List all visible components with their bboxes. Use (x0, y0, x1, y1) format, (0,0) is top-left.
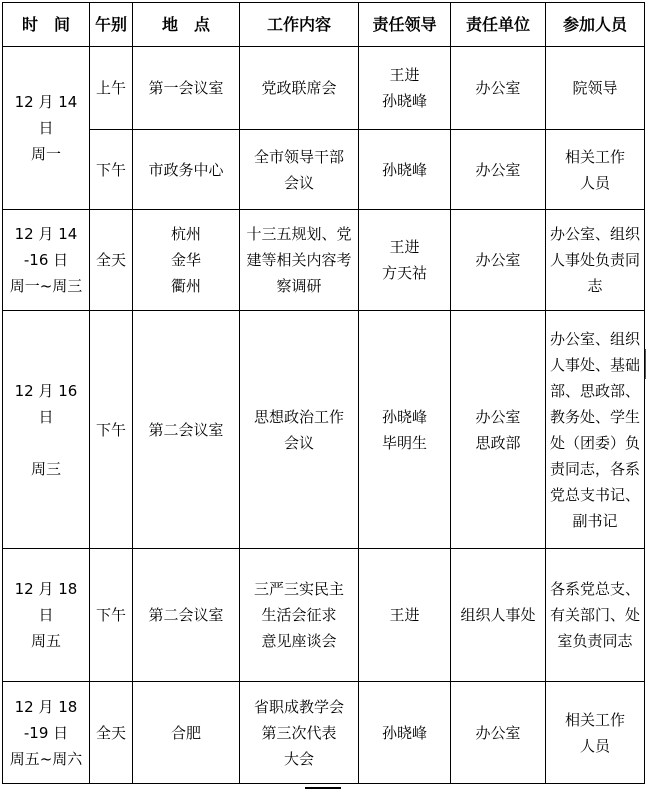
header-unit: 责任单位 (451, 3, 546, 47)
period-cell: 下午 (90, 549, 133, 682)
place-cell: 第二会议室 (133, 549, 240, 682)
table-row (3, 210, 645, 311)
unit-cell: 办公室 (451, 682, 546, 784)
place-cell: 市政务中心 (133, 130, 240, 210)
content-cell: 省职成教学会 第三次代表 大会 (240, 682, 359, 784)
table-row (3, 682, 645, 784)
content-cell: 十三五规划、党建等相关内容考察调研 (240, 210, 359, 311)
place-cell: 第二会议室 (133, 311, 240, 549)
leader-cell: 孙晓峰 毕明生 (359, 311, 451, 549)
header-row (3, 3, 645, 47)
schedule-table (2, 2, 645, 784)
unit-cell: 办公室 思政部 (451, 311, 546, 549)
leader-cell: 孙晓峰 (359, 682, 451, 784)
date-cell: 12 月 14 日 周一 (3, 47, 90, 210)
period-cell: 下午 (90, 311, 133, 549)
table-row (3, 130, 645, 210)
period-cell: 全天 (90, 210, 133, 311)
participants-cell: 办公室、组织人事处、基础部、思政部、教务处、学生处（团委）负责同志，各系党总支书记、副书记 (546, 311, 645, 549)
participants-cell: 各系党总支、有关部门、处室负责同志 (546, 549, 645, 682)
content-cell: 全市领导干部 会议 (240, 130, 359, 210)
unit-cell: 办公室 (451, 130, 546, 210)
header-place: 地 点 (133, 3, 240, 47)
place-cell: 杭州 金华 衢州 (133, 210, 240, 311)
participants-cell: 相关工作 人员 (546, 682, 645, 784)
participants-cell: 院领导 (546, 47, 645, 130)
date-cell: 12 月 14 -16 日 周一~周三 (3, 210, 90, 311)
unit-cell: 组织人事处 (451, 549, 546, 682)
header-leader: 责任领导 (359, 3, 451, 47)
participants-cell: 相关工作 人员 (546, 130, 645, 210)
leader-cell: 王进 方天祜 (359, 210, 451, 311)
participants-cell: 办公室、组织人事处负责同志 (546, 210, 645, 311)
period-cell: 全天 (90, 682, 133, 784)
table-row (3, 47, 645, 130)
date-cell: 12 月 18 -19 日 周五~周六 (3, 682, 90, 784)
content-cell: 三严三实民主 生活会征求 意见座谈会 (240, 549, 359, 682)
period-cell: 上午 (90, 47, 133, 130)
place-cell: 第一会议室 (133, 47, 240, 130)
unit-cell: 办公室 (451, 47, 546, 130)
unit-cell: 办公室 (451, 210, 546, 311)
date-cell: 12 月 18 日 周五 (3, 549, 90, 682)
header-participants: 参加人员 (546, 3, 645, 47)
header-time: 时 间 (3, 3, 90, 47)
date-cell: 12 月 16 日 周三 (3, 311, 90, 549)
scroll-tick-mark (645, 349, 646, 379)
header-period: 午别 (90, 3, 133, 47)
table-row (3, 311, 645, 549)
leader-cell: 王进 (359, 549, 451, 682)
leader-cell: 孙晓峰 (359, 130, 451, 210)
place-cell: 合肥 (133, 682, 240, 784)
table-row (3, 549, 645, 682)
period-cell: 下午 (90, 130, 133, 210)
leader-cell: 王进 孙晓峰 (359, 47, 451, 130)
content-cell: 思想政治工作 会议 (240, 311, 359, 549)
header-content: 工作内容 (240, 3, 359, 47)
page-bottom-mark (305, 787, 341, 789)
content-cell: 党政联席会 (240, 47, 359, 130)
